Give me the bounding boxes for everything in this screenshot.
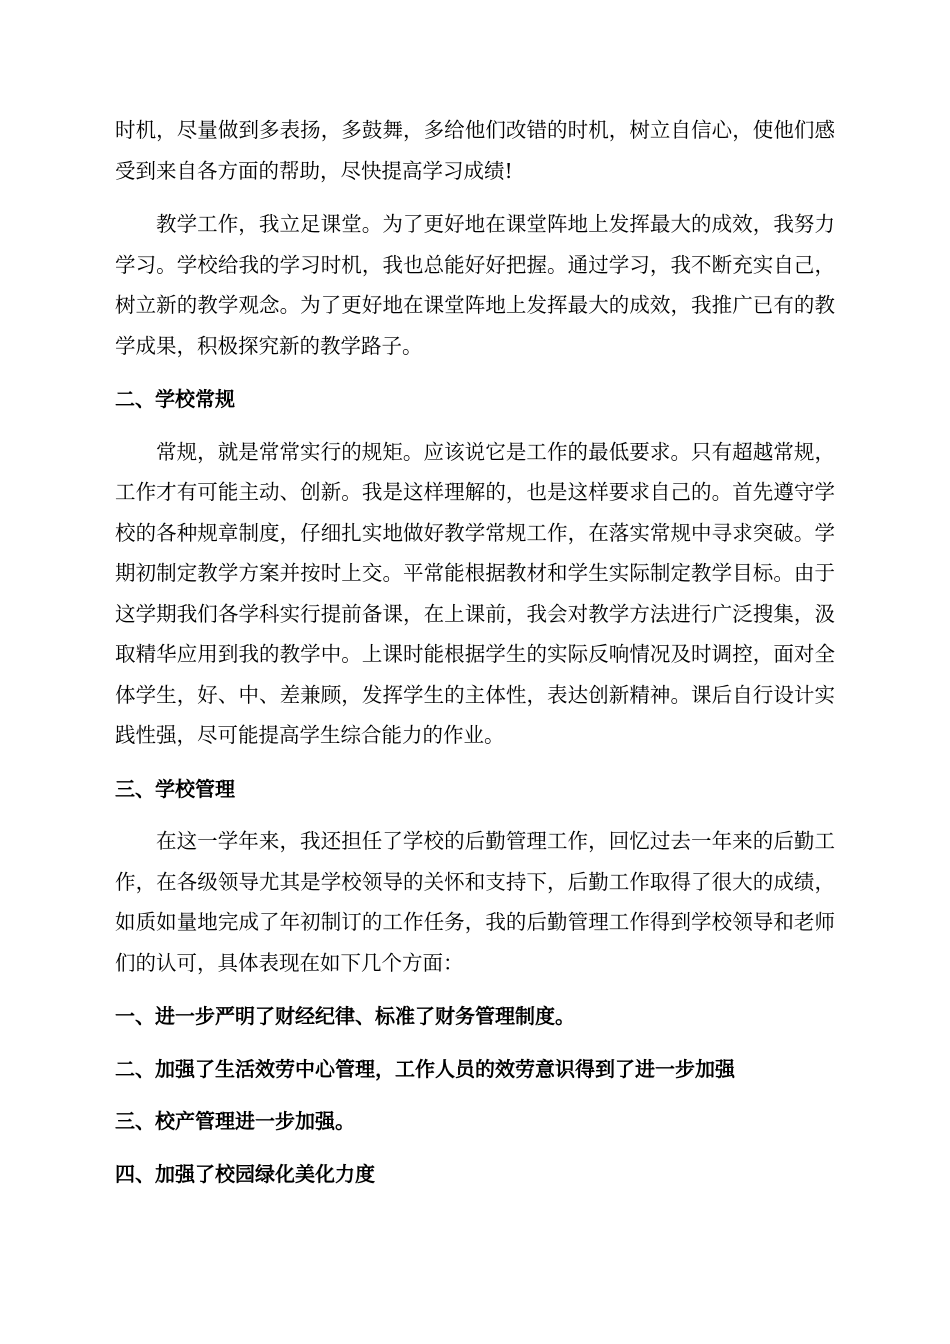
- paragraph-management: 在这一学年来，我还担任了学校的后勤管理工作，回忆过去一年来的后勤工作，在各级领导尤其是学校领导的关怀和支持下，后勤工作取得了很大的成绩，如质如量地完成了年初制订的工作任务，我的后勤管理工作得到学校领导和老师们的认可，具体表现在如下几个方面：: [115, 829, 835, 975]
- list-item-school-property: 三、校产管理进一步加强。: [115, 1109, 355, 1133]
- paragraph-continued: 时机，尽量做到多表扬，多鼓舞，多给他们改错的时机，树立自信心，使他们感受到来自各方面的帮助，尽快提高学习成绩!: [115, 118, 835, 183]
- paragraph-teaching-work: 教学工作，我立足课堂。为了更好地在课堂阵地上发挥最大的成效，我努力学习。学校给我的学习时机，我也总能好好把握。通过学习，我不断充实自己，树立新的教学观念。为了更好地在课堂阵地上发挥最大的成效，我推广已有的教学成果，积极探究新的教学路子。: [115, 212, 835, 358]
- paragraph-routine: 常规，就是常常实行的规矩。应该说它是工作的最低要求。只有超越常规，工作才有可能主动、创新。我是这样理解的，也是这样要求自己的。首先遵守学校的各种规章制度，仔细扎实地做好教学常规工作，在落实常规中寻求突破。学期初制定教学方案并按时上交。平常能根据教材和学生实际制定教学目标。由于这学期我们各学科实行提前备课，在上课前，我会对教学方法进行广泛搜集，汲取精华应用到我的教学中。上课时能根据学生的实际反响情况及时调控，面对全体学生，好、中、差兼顾，发挥学生的主体性，表达创新精神。课后自行设计实践性强，尽可能提高学生综合能力的作业。: [115, 439, 835, 747]
- document-body: [115, 110, 835, 1206]
- list-item-service-center: 二、加强了生活效劳中心管理，工作人员的效劳意识得到了进一步加强: [115, 1056, 735, 1081]
- section-heading-school-routine: 二、学校常规: [115, 387, 235, 411]
- list-item-campus-greening: 四、加强了校园绿化美化力度: [115, 1161, 375, 1186]
- list-item-finance: 一、进一步严明了财经纪律、标准了财务管理制度。: [115, 1004, 575, 1028]
- section-heading-school-management: 三、学校管理: [115, 776, 235, 801]
